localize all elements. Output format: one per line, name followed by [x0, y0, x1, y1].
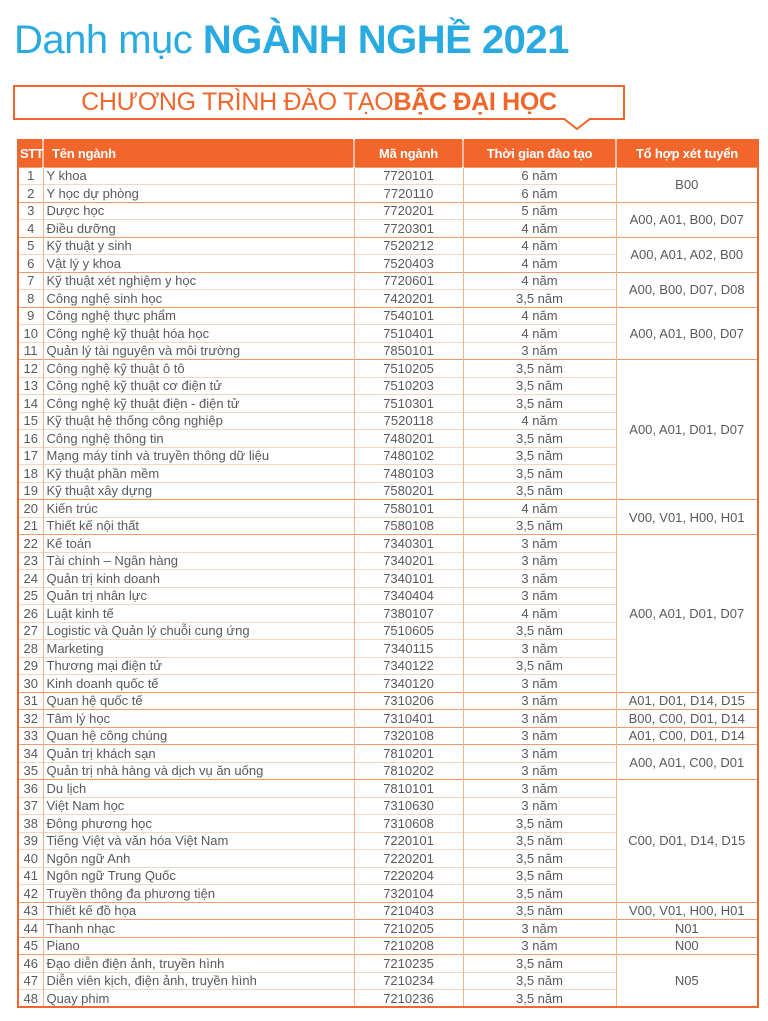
page-title [14, 18, 569, 62]
table-row [18, 745, 758, 763]
stt-cell: 5 [18, 237, 43, 255]
stt-cell: 2 [18, 185, 43, 203]
major-code-cell: 7510203 [354, 377, 463, 395]
table-row [18, 202, 758, 220]
major-name-cell: Tâm lý học [43, 710, 354, 728]
stt-cell: 44 [18, 920, 43, 938]
major-name-cell: Diễn viên kịch, điện ảnh, truyền hình [43, 972, 354, 990]
admission-combo-cell: A00, A01, A02, B00 [616, 237, 758, 272]
duration-cell: 3 năm [463, 745, 616, 763]
duration-cell: 3,5 năm [463, 885, 616, 903]
major-name-cell: Thương mại điện tử [43, 657, 354, 675]
major-code-cell: 7340201 [354, 552, 463, 570]
admission-combo-cell: N05 [616, 955, 758, 1008]
stt-cell: 43 [18, 902, 43, 920]
admission-combo-cell: B00, C00, D01, D14 [616, 710, 758, 728]
stt-cell: 33 [18, 727, 43, 745]
stt-cell: 22 [18, 535, 43, 553]
duration-cell: 3,5 năm [463, 517, 616, 535]
admission-combo-cell: A01, C00, D01, D14 [616, 727, 758, 745]
duration-cell: 3 năm [463, 552, 616, 570]
duration-cell: 5 năm [463, 202, 616, 220]
stt-cell: 47 [18, 972, 43, 990]
table-row [18, 360, 758, 378]
stt-cell: 11 [18, 342, 43, 360]
major-code-cell: 7220204 [354, 867, 463, 885]
admission-combo-cell: B00 [616, 167, 758, 202]
stt-cell: 19 [18, 482, 43, 500]
major-code-cell: 7810101 [354, 780, 463, 798]
major-name-cell: Tài chính – Ngân hàng [43, 552, 354, 570]
admission-combo-cell: A01, D01, D14, D15 [616, 692, 758, 710]
table-row [18, 727, 758, 745]
duration-cell: 4 năm [463, 412, 616, 430]
major-name-cell: Công nghệ thông tin [43, 430, 354, 448]
major-code-cell: 7510401 [354, 325, 463, 343]
duration-cell: 3 năm [463, 780, 616, 798]
major-name-cell: Quản trị nhân lực [43, 587, 354, 605]
major-code-cell: 7720601 [354, 272, 463, 290]
major-code-cell: 7850101 [354, 342, 463, 360]
major-code-cell: 7210208 [354, 937, 463, 955]
duration-cell: 3 năm [463, 570, 616, 588]
major-name-cell: Ngôn ngữ Anh [43, 850, 354, 868]
stt-cell: 16 [18, 430, 43, 448]
major-code-cell: 7340120 [354, 675, 463, 693]
duration-cell: 4 năm [463, 220, 616, 238]
major-name-cell: Mạng máy tính và truyền thông dữ liệu [43, 447, 354, 465]
major-code-cell: 7210234 [354, 972, 463, 990]
admission-combo-cell: A00, A01, B00, D07 [616, 307, 758, 360]
table-row [18, 167, 758, 185]
duration-cell: 3,5 năm [463, 395, 616, 413]
table-row [18, 955, 758, 973]
duration-cell: 3,5 năm [463, 465, 616, 483]
duration-cell: 3,5 năm [463, 430, 616, 448]
admission-combo-cell: A00, A01, D01, D07 [616, 535, 758, 693]
duration-cell: 3,5 năm [463, 832, 616, 850]
admission-combo-cell: A00, A01, D01, D07 [616, 360, 758, 500]
stt-cell: 9 [18, 307, 43, 325]
major-name-cell: Công nghệ kỹ thuật ô tô [43, 360, 354, 378]
admission-combo-cell: V00, V01, H00, H01 [616, 500, 758, 535]
major-code-cell: 7210236 [354, 990, 463, 1008]
major-name-cell: Công nghệ kỹ thuật hóa học [43, 325, 354, 343]
major-name-cell: Quay phim [43, 990, 354, 1008]
major-name-cell: Marketing [43, 640, 354, 658]
duration-cell: 3 năm [463, 727, 616, 745]
stt-cell: 21 [18, 517, 43, 535]
major-code-cell: 7320104 [354, 885, 463, 903]
header-row [18, 140, 758, 167]
stt-cell: 3 [18, 202, 43, 220]
major-name-cell: Công nghệ sinh học [43, 290, 354, 308]
stt-cell: 15 [18, 412, 43, 430]
duration-cell: 3 năm [463, 535, 616, 553]
table-row [18, 902, 758, 920]
duration-cell: 6 năm [463, 167, 616, 185]
stt-cell: 20 [18, 500, 43, 518]
major-code-cell: 7480102 [354, 447, 463, 465]
duration-cell: 3 năm [463, 692, 616, 710]
majors-table-header [18, 140, 758, 167]
major-name-cell: Quản trị nhà hàng và dịch vụ ăn uống [43, 762, 354, 780]
subtitle-pointer-triangle-icon [562, 118, 592, 131]
duration-cell: 4 năm [463, 255, 616, 273]
duration-cell: 3 năm [463, 762, 616, 780]
major-code-cell: 7520212 [354, 237, 463, 255]
duration-cell: 3,5 năm [463, 990, 616, 1008]
major-name-cell: Vật lý y khoa [43, 255, 354, 273]
major-name-cell: Kỹ thuật xây dựng [43, 482, 354, 500]
major-code-cell: 7540101 [354, 307, 463, 325]
major-code-cell: 7310401 [354, 710, 463, 728]
major-code-cell: 7220201 [354, 850, 463, 868]
major-code-cell: 7810202 [354, 762, 463, 780]
major-name-cell: Công nghệ thực phẩm [43, 307, 354, 325]
stt-cell: 26 [18, 605, 43, 623]
table-row [18, 710, 758, 728]
stt-cell: 4 [18, 220, 43, 238]
major-name-cell: Đạo diễn điện ảnh, truyền hình [43, 955, 354, 973]
stt-cell: 37 [18, 797, 43, 815]
stt-cell: 8 [18, 290, 43, 308]
stt-cell: 13 [18, 377, 43, 395]
duration-cell: 3 năm [463, 587, 616, 605]
admission-combo-cell: A00, A01, C00, D01 [616, 745, 758, 780]
stt-cell: 38 [18, 815, 43, 833]
duration-cell: 4 năm [463, 272, 616, 290]
major-name-cell: Luật kinh tế [43, 605, 354, 623]
table-row [18, 920, 758, 938]
stt-cell: 40 [18, 850, 43, 868]
stt-cell: 34 [18, 745, 43, 763]
major-name-cell: Y học dự phòng [43, 185, 354, 203]
majors-table [17, 139, 759, 1008]
major-name-cell: Việt Nam học [43, 797, 354, 815]
duration-cell: 4 năm [463, 307, 616, 325]
majors-table-body [18, 167, 758, 1007]
major-name-cell: Kỹ thuật xét nghiệm y học [43, 272, 354, 290]
table-row [18, 307, 758, 325]
stt-cell: 6 [18, 255, 43, 273]
duration-cell: 3,5 năm [463, 657, 616, 675]
admission-combo-cell: A00, A01, B00, D07 [616, 202, 758, 237]
major-code-cell: 7510205 [354, 360, 463, 378]
stt-cell: 10 [18, 325, 43, 343]
duration-cell: 3 năm [463, 920, 616, 938]
major-name-cell: Logistic và Quản lý chuỗi cung ứng [43, 622, 354, 640]
stt-cell: 25 [18, 587, 43, 605]
table-row [18, 535, 758, 553]
major-name-cell: Thiết kế đồ họa [43, 902, 354, 920]
major-code-cell: 7340301 [354, 535, 463, 553]
duration-cell: 4 năm [463, 605, 616, 623]
admission-combo-cell: C00, D01, D14, D15 [616, 780, 758, 903]
table-row [18, 937, 758, 955]
duration-cell: 3 năm [463, 937, 616, 955]
duration-cell: 3,5 năm [463, 360, 616, 378]
admission-combo-cell: A00, B00, D07, D08 [616, 272, 758, 307]
table-row [18, 272, 758, 290]
major-name-cell: Quản trị khách sạn [43, 745, 354, 763]
major-code-cell: 7480103 [354, 465, 463, 483]
major-code-cell: 7310608 [354, 815, 463, 833]
duration-cell: 4 năm [463, 325, 616, 343]
major-code-cell: 7720301 [354, 220, 463, 238]
major-name-cell: Quản trị kinh doanh [43, 570, 354, 588]
major-code-cell: 7510301 [354, 395, 463, 413]
major-name-cell: Quan hệ quốc tế [43, 692, 354, 710]
major-name-cell: Tiếng Việt và văn hóa Việt Nam [43, 832, 354, 850]
major-name-cell: Quản lý tài nguyên và môi trường [43, 342, 354, 360]
stt-cell: 41 [18, 867, 43, 885]
column-header-thoi-gian-dao-tao: Thời gian đào tạo [463, 140, 616, 167]
major-code-cell: 7340101 [354, 570, 463, 588]
duration-cell: 3 năm [463, 797, 616, 815]
duration-cell: 3,5 năm [463, 377, 616, 395]
major-code-cell: 7480201 [354, 430, 463, 448]
major-code-cell: 7210403 [354, 902, 463, 920]
major-name-cell: Truyền thông đa phương tiện [43, 885, 354, 903]
stt-cell: 12 [18, 360, 43, 378]
major-code-cell: 7210235 [354, 955, 463, 973]
major-code-cell: 7340115 [354, 640, 463, 658]
major-name-cell: Piano [43, 937, 354, 955]
major-name-cell: Dược học [43, 202, 354, 220]
duration-cell: 3,5 năm [463, 290, 616, 308]
major-code-cell: 7340404 [354, 587, 463, 605]
stt-cell: 32 [18, 710, 43, 728]
duration-cell: 3,5 năm [463, 482, 616, 500]
major-code-cell: 7320108 [354, 727, 463, 745]
major-name-cell: Đông phương học [43, 815, 354, 833]
stt-cell: 29 [18, 657, 43, 675]
major-code-cell: 7310630 [354, 797, 463, 815]
major-code-cell: 7520403 [354, 255, 463, 273]
admission-combo-cell: N00 [616, 937, 758, 955]
stt-cell: 1 [18, 167, 43, 185]
major-code-cell: 7720201 [354, 202, 463, 220]
stt-cell: 24 [18, 570, 43, 588]
stt-cell: 14 [18, 395, 43, 413]
major-name-cell: Công nghệ kỹ thuật cơ điện tử [43, 377, 354, 395]
major-name-cell: Kỹ thuật y sinh [43, 237, 354, 255]
stt-cell: 30 [18, 675, 43, 693]
major-code-cell: 7580201 [354, 482, 463, 500]
column-header-stt: STT [18, 140, 43, 167]
major-code-cell: 7720110 [354, 185, 463, 203]
duration-cell: 3,5 năm [463, 902, 616, 920]
major-code-cell: 7380107 [354, 605, 463, 623]
duration-cell: 3 năm [463, 640, 616, 658]
duration-cell: 3,5 năm [463, 815, 616, 833]
major-name-cell: Thiết kế nội thất [43, 517, 354, 535]
column-header-to-hop-xet-tuyen: Tổ hợp xét tuyển [616, 140, 758, 167]
page-title-main: NGÀNH NGHỀ 2021 [202, 18, 569, 62]
major-code-cell: 7520118 [354, 412, 463, 430]
duration-cell: 3,5 năm [463, 867, 616, 885]
stt-cell: 35 [18, 762, 43, 780]
major-code-cell: 7220101 [354, 832, 463, 850]
table-row [18, 237, 758, 255]
duration-cell: 3,5 năm [463, 622, 616, 640]
admission-combo-cell: N01 [616, 920, 758, 938]
major-code-cell: 7580101 [354, 500, 463, 518]
stt-cell: 7 [18, 272, 43, 290]
major-name-cell: Điều dưỡng [43, 220, 354, 238]
stt-cell: 45 [18, 937, 43, 955]
major-name-cell: Y khoa [43, 167, 354, 185]
duration-cell: 3 năm [463, 342, 616, 360]
major-name-cell: Ngôn ngữ Trung Quốc [43, 867, 354, 885]
stt-cell: 17 [18, 447, 43, 465]
page-title-prefix: Danh mục [14, 18, 203, 62]
stt-cell: 48 [18, 990, 43, 1008]
stt-cell: 36 [18, 780, 43, 798]
table-row [18, 500, 758, 518]
major-code-cell: 7720101 [354, 167, 463, 185]
stt-cell: 18 [18, 465, 43, 483]
duration-cell: 3,5 năm [463, 850, 616, 868]
major-code-cell: 7210205 [354, 920, 463, 938]
major-name-cell: Kế toán [43, 535, 354, 553]
duration-cell: 6 năm [463, 185, 616, 203]
duration-cell: 3,5 năm [463, 972, 616, 990]
stt-cell: 27 [18, 622, 43, 640]
stt-cell: 28 [18, 640, 43, 658]
major-name-cell: Kiến trúc [43, 500, 354, 518]
major-name-cell: Kỹ thuật hệ thống công nghiệp [43, 412, 354, 430]
major-code-cell: 7580108 [354, 517, 463, 535]
column-header-ten-nganh: Tên ngành [43, 140, 354, 167]
duration-cell: 4 năm [463, 237, 616, 255]
major-name-cell: Thanh nhạc [43, 920, 354, 938]
duration-cell: 3,5 năm [463, 447, 616, 465]
major-code-cell: 7510605 [354, 622, 463, 640]
major-name-cell: Công nghệ kỹ thuật điện - điện tử [43, 395, 354, 413]
major-code-cell: 7310206 [354, 692, 463, 710]
duration-cell: 3 năm [463, 710, 616, 728]
major-name-cell: Quan hệ công chúng [43, 727, 354, 745]
column-header-ma-nganh: Mã ngành [354, 140, 463, 167]
duration-cell: 3 năm [463, 675, 616, 693]
subtitle-box [13, 85, 625, 120]
major-name-cell: Du lịch [43, 780, 354, 798]
duration-cell: 4 năm [463, 500, 616, 518]
major-name-cell: Kinh doanh quốc tế [43, 675, 354, 693]
duration-cell: 3,5 năm [463, 955, 616, 973]
admission-combo-cell: V00, V01, H00, H01 [616, 902, 758, 920]
table-row [18, 780, 758, 798]
subtitle-prefix: CHƯƠNG TRÌNH ĐÀO TẠO [81, 88, 394, 116]
major-code-cell: 7340122 [354, 657, 463, 675]
major-code-cell: 7420201 [354, 290, 463, 308]
stt-cell: 39 [18, 832, 43, 850]
subtitle-main: BẬC ĐẠI HỌC [393, 88, 557, 116]
major-name-cell: Kỹ thuật phần mềm [43, 465, 354, 483]
stt-cell: 31 [18, 692, 43, 710]
major-code-cell: 7810201 [354, 745, 463, 763]
stt-cell: 23 [18, 552, 43, 570]
stt-cell: 46 [18, 955, 43, 973]
stt-cell: 42 [18, 885, 43, 903]
table-row [18, 692, 758, 710]
